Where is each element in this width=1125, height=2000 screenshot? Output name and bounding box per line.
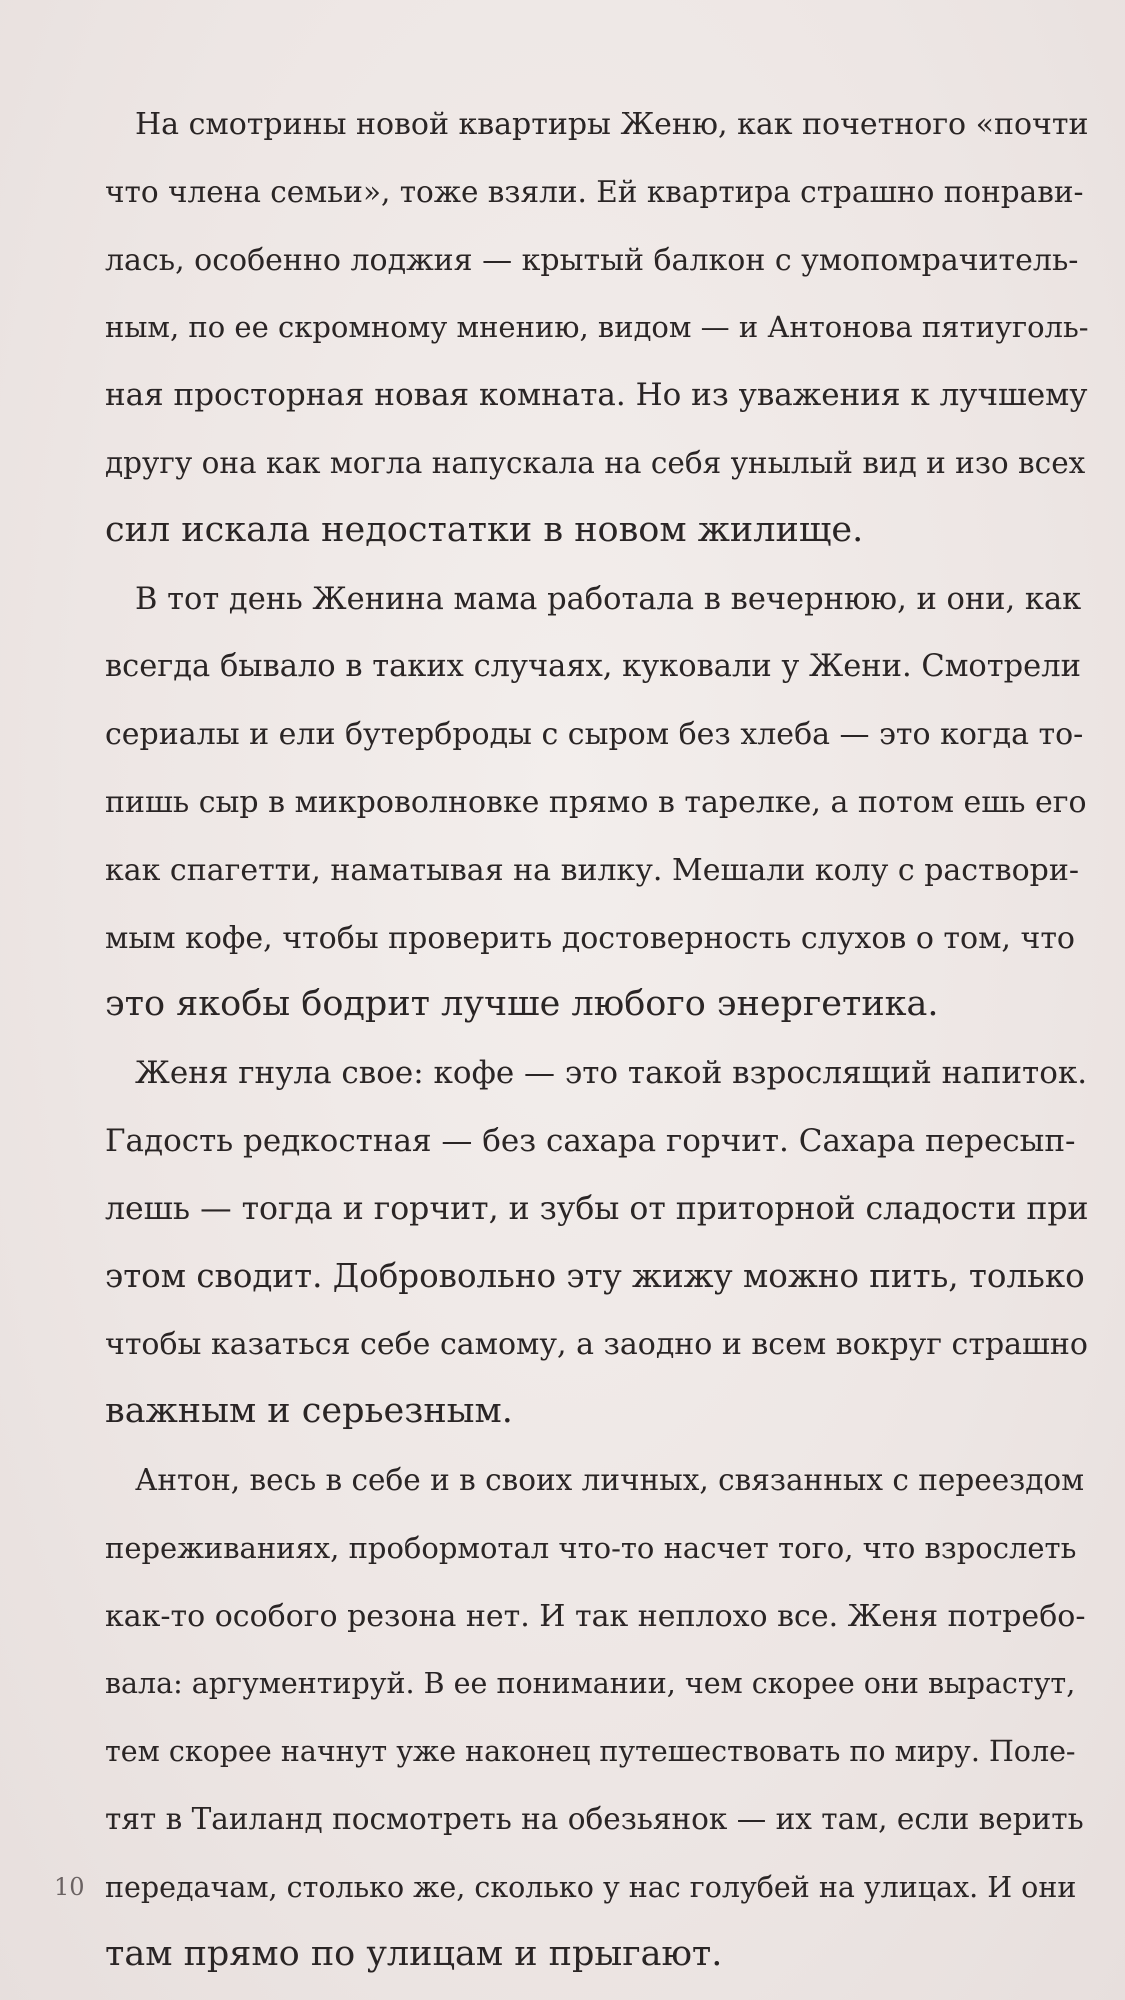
text-line: что члена семьи», тоже взяли. Ей квартира страшно понрави- bbox=[105, 174, 1084, 209]
text-line: сериалы и ели бутерброды с сыром без хлеба — это когда то- bbox=[105, 717, 1084, 753]
text-line: передачам, столько же, сколько у нас голубей на улицах. И они bbox=[105, 1870, 1077, 1904]
text-line: всегда бывало в таких случаях, куковали у Жени. Смотрели bbox=[105, 649, 1081, 685]
text-line: На смотрины новой квартиры Женю, как почетного «почти bbox=[135, 107, 1089, 142]
text-line: там прямо по улицам и прыгают. bbox=[105, 1933, 723, 1974]
text-line: мым кофе, чтобы проверить достоверность слухов о том, что bbox=[105, 920, 1075, 956]
text-line: этом сводит. Добровольно эту жижу можно пить, только bbox=[105, 1256, 1085, 1295]
text-line: ная просторная новая комната. Но из уважения к лучшему bbox=[105, 377, 1088, 414]
text-line: как спагетти, наматывая на вилку. Мешали колу с раствори- bbox=[105, 852, 1079, 888]
page-number: 10 bbox=[54, 1873, 85, 1901]
paragraph-3 bbox=[105, 1039, 1090, 1446]
text-line: Антон, весь в себе и в своих личных, связанных с переездом bbox=[135, 1462, 1085, 1497]
text-line: важным и серьезным. bbox=[105, 1391, 513, 1432]
text-line: тем скорее начнут уже наконец путешествовать по миру. Поле- bbox=[105, 1735, 1076, 1769]
text-line: лась, особенно лоджия — крытый балкон с умопомрачитель- bbox=[105, 242, 1079, 278]
text-line: Гадость редкостная — без сахара горчит. Сахара пересып- bbox=[105, 1122, 1076, 1159]
text-line: это якобы бодрит лучше любого энергетика. bbox=[105, 984, 939, 1025]
text-line: переживаниях, пробормотал что-то насчет того, что взрослеть bbox=[105, 1530, 1077, 1565]
text-line: чтобы казаться себе самому, а заодно и всем вокруг страшно bbox=[105, 1327, 1088, 1363]
text-line: другу она как могла напускала на себя унылый вид и изо всех bbox=[105, 445, 1086, 480]
paragraph-4 bbox=[105, 1446, 1090, 1988]
text-line: тят в Таиланд посмотреть на обезьянок — их там, если верить bbox=[105, 1801, 1084, 1836]
text-line: ным, по ее скромному мнению, видом — и Антонова пятиуголь- bbox=[105, 310, 1089, 345]
text-line: вала: аргументируй. В ее понимании, чем скорее они вырастут, bbox=[105, 1667, 1076, 1701]
body-text bbox=[105, 90, 1090, 1988]
text-line: пишь сыр в микроволновке прямо в тарелке, а потом ешь его bbox=[105, 784, 1087, 820]
text-line: лешь — тогда и горчит, и зубы от приторной сладости при bbox=[105, 1190, 1089, 1227]
text-line: как-то особого резона нет. И так неплохо все. Женя потребо- bbox=[105, 1598, 1086, 1634]
text-line: В тот день Женина мама работала в вечернюю, и они, как bbox=[135, 581, 1082, 617]
text-line: Женя гнула свое: кофе — это такой взрослящий напиток. bbox=[135, 1055, 1088, 1092]
text-line: сил искала недостатки в новом жилище. bbox=[105, 509, 864, 550]
paragraph-2 bbox=[105, 565, 1090, 1040]
paragraph-1 bbox=[105, 90, 1090, 565]
